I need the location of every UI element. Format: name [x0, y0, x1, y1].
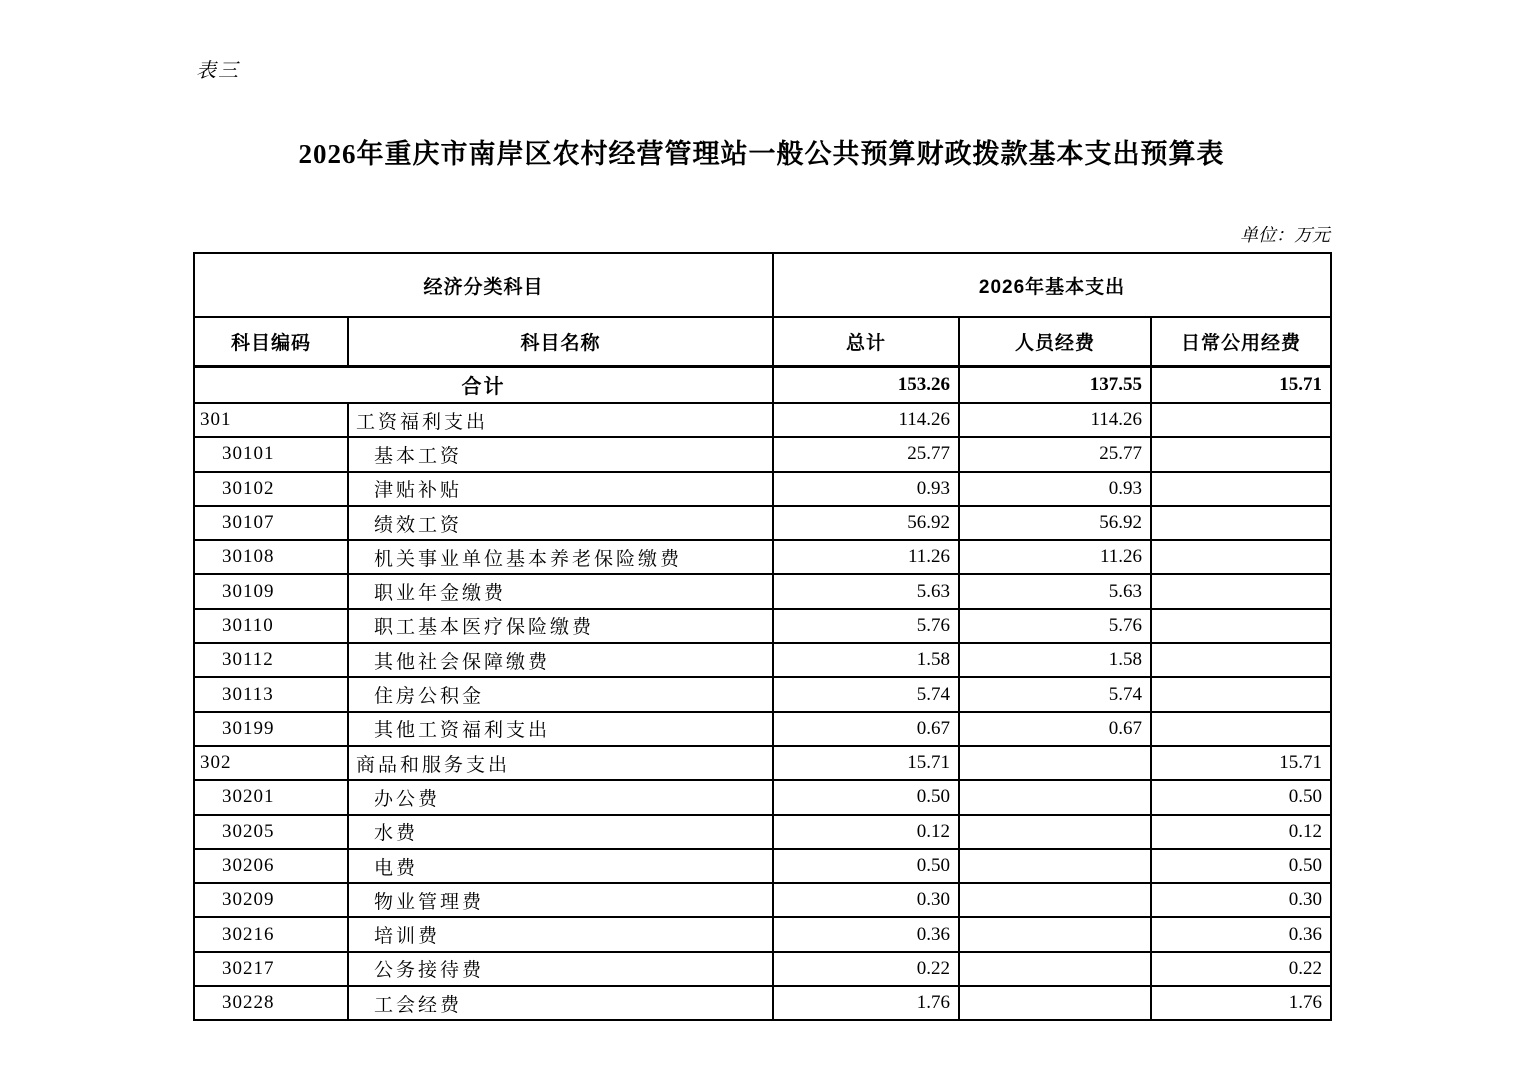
- row-total-cell: 56.92: [773, 506, 959, 540]
- table-row: [194, 472, 1331, 506]
- row-personnel-cell: 5.74: [959, 677, 1151, 711]
- row-personnel-cell: 0.67: [959, 712, 1151, 746]
- row-daily-cell: 0.50: [1151, 780, 1331, 814]
- row-total-cell: 0.30: [773, 883, 959, 917]
- row-code-cell: 30228: [194, 986, 348, 1020]
- row-code-cell: 30108: [194, 540, 348, 574]
- row-code-cell: 30206: [194, 849, 348, 883]
- row-daily-cell: 0.50: [1151, 849, 1331, 883]
- row-code-cell: 301: [194, 403, 348, 437]
- row-code-cell: 30109: [194, 574, 348, 608]
- table-body: [194, 366, 1331, 1020]
- row-personnel-cell: [959, 917, 1151, 951]
- table-row: [194, 746, 1331, 780]
- table-row: [194, 952, 1331, 986]
- row-personnel-cell: [959, 952, 1151, 986]
- table-row: [194, 780, 1331, 814]
- row-name-cell: 商品和服务支出: [348, 746, 773, 780]
- row-daily-cell: [1151, 609, 1331, 643]
- row-name-cell: 机关事业单位基本养老保险缴费: [348, 540, 773, 574]
- row-code-cell: 30102: [194, 472, 348, 506]
- row-daily-cell: 15.71: [1151, 746, 1331, 780]
- row-daily-cell: 0.36: [1151, 917, 1331, 951]
- row-daily-cell: 0.30: [1151, 883, 1331, 917]
- row-name-cell: 物业管理费: [348, 883, 773, 917]
- table-row: [194, 540, 1331, 574]
- row-name-cell: 公务接待费: [348, 952, 773, 986]
- row-personnel-cell: [959, 883, 1151, 917]
- table-row: [194, 506, 1331, 540]
- row-total-cell: 1.76: [773, 986, 959, 1020]
- row-daily-cell: [1151, 506, 1331, 540]
- table-row: [194, 849, 1331, 883]
- row-code-cell: 30101: [194, 437, 348, 471]
- row-total-cell: 5.74: [773, 677, 959, 711]
- row-total-cell: 25.77: [773, 437, 959, 471]
- row-daily-cell: 0.22: [1151, 952, 1331, 986]
- row-name-cell: 培训费: [348, 917, 773, 951]
- row-name-cell: 电费: [348, 849, 773, 883]
- row-daily-cell: [1151, 677, 1331, 711]
- row-name-cell: 职工基本医疗保险缴费: [348, 609, 773, 643]
- row-personnel-cell: [959, 780, 1151, 814]
- total-row-label-cell: 合计: [194, 366, 773, 403]
- row-code-cell: 30216: [194, 917, 348, 951]
- row-total-cell: 5.63: [773, 574, 959, 608]
- row-code-cell: 30199: [194, 712, 348, 746]
- table-row: [194, 815, 1331, 849]
- row-name-cell: 其他社会保障缴费: [348, 643, 773, 677]
- table-row: [194, 712, 1331, 746]
- row-name-cell: 职业年金缴费: [348, 574, 773, 608]
- table-row: [194, 986, 1331, 1020]
- total-row: [194, 366, 1331, 403]
- row-name-cell: 工会经费: [348, 986, 773, 1020]
- row-total-cell: 0.93: [773, 472, 959, 506]
- row-personnel-cell: 11.26: [959, 540, 1151, 574]
- table-row: [194, 609, 1331, 643]
- table-row: [194, 403, 1331, 437]
- row-code-cell: 30107: [194, 506, 348, 540]
- total-row-total-cell: 153.26: [773, 366, 959, 403]
- row-total-cell: 0.67: [773, 712, 959, 746]
- header-economic-classification: 经济分类科目: [194, 253, 773, 317]
- row-name-cell: 基本工资: [348, 437, 773, 471]
- col-header-total: 总计: [773, 317, 959, 366]
- row-code-cell: 30209: [194, 883, 348, 917]
- row-personnel-cell: 5.76: [959, 609, 1151, 643]
- row-code-cell: 30112: [194, 643, 348, 677]
- col-header-personnel-funds: 人员经费: [959, 317, 1151, 366]
- row-total-cell: 11.26: [773, 540, 959, 574]
- row-personnel-cell: 56.92: [959, 506, 1151, 540]
- row-personnel-cell: [959, 849, 1151, 883]
- col-header-daily-public-funds: 日常公用经费: [1151, 317, 1331, 366]
- row-daily-cell: [1151, 712, 1331, 746]
- row-total-cell: 0.36: [773, 917, 959, 951]
- row-daily-cell: [1151, 437, 1331, 471]
- row-total-cell: 5.76: [773, 609, 959, 643]
- row-total-cell: 0.22: [773, 952, 959, 986]
- row-personnel-cell: 25.77: [959, 437, 1151, 471]
- row-total-cell: 0.50: [773, 780, 959, 814]
- row-personnel-cell: 5.63: [959, 574, 1151, 608]
- row-total-cell: 1.58: [773, 643, 959, 677]
- table-row: [194, 883, 1331, 917]
- row-code-cell: 30217: [194, 952, 348, 986]
- total-row-daily-cell: 15.71: [1151, 366, 1331, 403]
- row-personnel-cell: [959, 986, 1151, 1020]
- row-name-cell: 办公费: [348, 780, 773, 814]
- row-code-cell: 30201: [194, 780, 348, 814]
- row-personnel-cell: [959, 815, 1151, 849]
- header-group-row: [194, 253, 1331, 317]
- table-row: [194, 574, 1331, 608]
- row-name-cell: 住房公积金: [348, 677, 773, 711]
- row-daily-cell: [1151, 574, 1331, 608]
- row-total-cell: 114.26: [773, 403, 959, 437]
- budget-table: [193, 252, 1332, 1021]
- row-daily-cell: [1151, 643, 1331, 677]
- unit-note: 单位：万元: [1240, 225, 1330, 245]
- row-name-cell: 绩效工资: [348, 506, 773, 540]
- row-personnel-cell: [959, 746, 1151, 780]
- row-code-cell: 30113: [194, 677, 348, 711]
- row-name-cell: 水费: [348, 815, 773, 849]
- col-header-subject-name: 科目名称: [348, 317, 773, 366]
- row-total-cell: 0.12: [773, 815, 959, 849]
- row-total-cell: 0.50: [773, 849, 959, 883]
- row-name-cell: 津贴补贴: [348, 472, 773, 506]
- total-row-personnel-cell: 137.55: [959, 366, 1151, 403]
- row-name-cell: 其他工资福利支出: [348, 712, 773, 746]
- row-personnel-cell: 114.26: [959, 403, 1151, 437]
- row-daily-cell: [1151, 540, 1331, 574]
- page-title: 2026年重庆市南岸区农村经营管理站一般公共预算财政拨款基本支出预算表: [298, 139, 1225, 169]
- row-code-cell: 302: [194, 746, 348, 780]
- row-daily-cell: 0.12: [1151, 815, 1331, 849]
- column-header-row: [194, 317, 1331, 366]
- col-header-subject-code: 科目编码: [194, 317, 348, 366]
- table-row: [194, 643, 1331, 677]
- table-row: [194, 677, 1331, 711]
- row-personnel-cell: 1.58: [959, 643, 1151, 677]
- row-personnel-cell: 0.93: [959, 472, 1151, 506]
- row-daily-cell: 1.76: [1151, 986, 1331, 1020]
- row-code-cell: 30110: [194, 609, 348, 643]
- table-row: [194, 437, 1331, 471]
- table-number-label: 表三: [196, 60, 240, 82]
- row-total-cell: 15.71: [773, 746, 959, 780]
- row-name-cell: 工资福利支出: [348, 403, 773, 437]
- header-basic-expenditure-2026: 2026年基本支出: [773, 253, 1331, 317]
- row-daily-cell: [1151, 403, 1331, 437]
- row-daily-cell: [1151, 472, 1331, 506]
- table-row: [194, 917, 1331, 951]
- row-code-cell: 30205: [194, 815, 348, 849]
